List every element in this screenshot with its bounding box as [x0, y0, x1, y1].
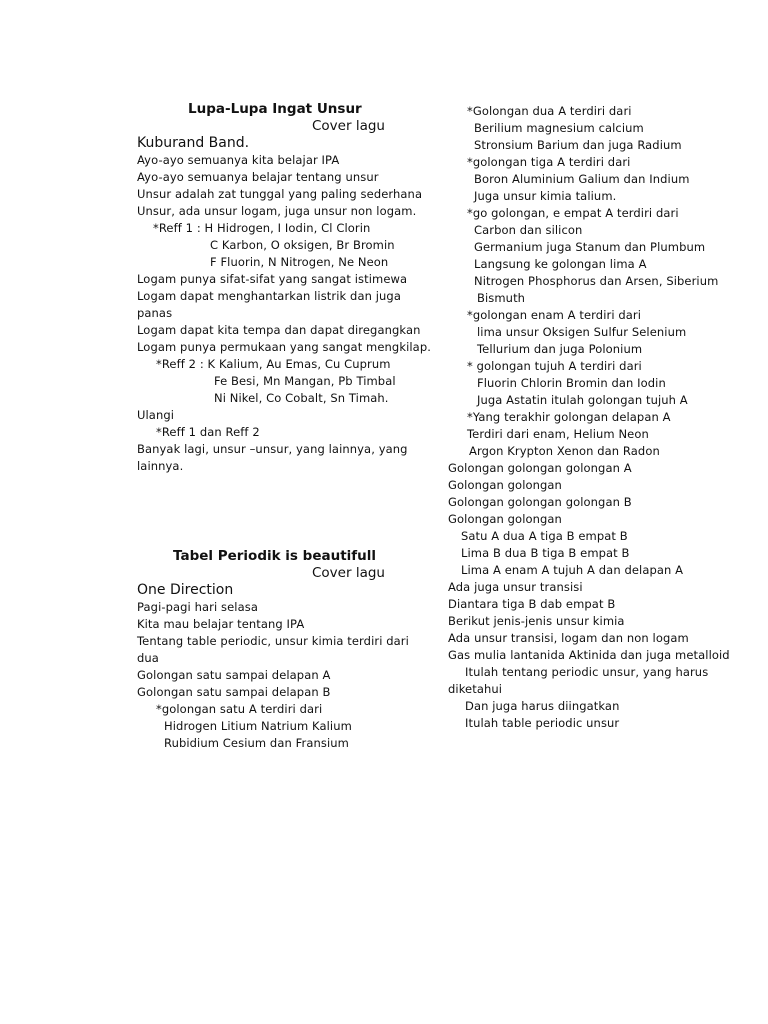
lyric-line: Logam punya sifat-sifat yang sangat istimewa [137, 272, 408, 286]
song1-title: Lupa-Lupa Ingat Unsur [188, 101, 362, 117]
lyric-line: Terdiri dari enam, Helium Neon [467, 427, 649, 441]
lyric-line: Golongan golongan golongan B [448, 495, 632, 509]
lyric-line: Golongan golongan [448, 512, 562, 526]
song2-title: Tabel Periodik is beautifull [173, 548, 377, 564]
lyric-line: Lima B dua B tiga B empat B [461, 546, 630, 560]
lyric-line: Golongan golongan golongan A [448, 461, 632, 475]
lyric-line: Dan juga harus diingatkan [465, 699, 620, 713]
lyric-line: Berilium magnesium calcium [474, 121, 644, 135]
lyric-line: Berikut jenis-jenis unsur kimia [448, 614, 625, 628]
lyric-line: Golongan golongan [448, 478, 562, 492]
lyric-line: *golongan enam A terdiri dari [467, 308, 642, 322]
song1-band: Kuburand Band. [137, 135, 250, 151]
song2-block [137, 547, 427, 752]
lyric-line: Satu A dua A tiga B empat B [461, 529, 628, 543]
lyric-line: Juga unsur kimia talium. [474, 189, 617, 203]
lyric-line: Golongan satu sampai delapan B [137, 685, 331, 699]
lyric-line: Lima A enam A tujuh A dan delapan A [461, 563, 684, 577]
lyric-line: panas [137, 306, 173, 320]
lyric-line: *Reff 2 : K Kalium, Au Emas, Cu Cuprum [156, 357, 391, 371]
song2-cover-label: Cover lagu [312, 565, 385, 581]
right-column [448, 103, 738, 732]
lyric-line: *Reff 1 dan Reff 2 [156, 425, 260, 439]
lyric-line: Hidrogen Litium Natrium Kalium [164, 719, 352, 733]
lyric-line: diketahui [448, 682, 503, 696]
lyric-line: Ada unsur transisi, logam dan non logam [448, 631, 689, 645]
lyric-line: Ayo-ayo semuanya kita belajar IPA [137, 153, 340, 167]
lyric-line: Gas mulia lantanida Aktinida dan juga metalloid [448, 648, 730, 662]
lyric-line: Logam dapat menghantarkan listrik dan juga [137, 289, 401, 303]
lyric-line: *golongan tiga A terdiri dari [467, 155, 631, 169]
lyric-line: *Golongan dua A terdiri dari [467, 104, 632, 118]
lyric-line: Golongan satu sampai delapan A [137, 668, 331, 682]
lyric-line: Stronsium Barium dan juga Radium [474, 138, 682, 152]
lyric-line: Pagi-pagi hari selasa [137, 600, 258, 614]
lyric-line: Logam punya permukaan yang sangat mengkilap. [137, 340, 431, 354]
lyric-line: Itulah tentang periodic unsur, yang harus [465, 665, 709, 679]
lyric-line: *Yang terakhir golongan delapan A [467, 410, 671, 424]
lyric-line: *golongan satu A terdiri dari [156, 702, 323, 716]
lyric-line: Unsur adalah zat tunggal yang paling sederhana [137, 187, 423, 201]
lyric-line: Ada juga unsur transisi [448, 580, 583, 594]
lyric-line: Tentang table periodic, unsur kimia terdiri dari [137, 634, 409, 648]
lyric-line: Unsur, ada unsur logam, juga unsur non logam. [137, 204, 417, 218]
lyric-line: lima unsur Oksigen Sulfur Selenium [477, 325, 687, 339]
lyric-line: F Fluorin, N Nitrogen, Ne Neon [210, 255, 389, 269]
lyric-line: Fluorin Chlorin Bromin dan Iodin [477, 376, 666, 390]
lyric-line: * golongan tujuh A terdiri dari [467, 359, 642, 373]
lyric-line: lainnya. [137, 459, 184, 473]
lyric-line: Itulah table periodic unsur [465, 716, 620, 730]
lyric-line: Carbon dan silicon [474, 223, 583, 237]
lyric-line: *go golongan, e empat A terdiri dari [467, 206, 679, 220]
lyric-line: Kita mau belajar tentang IPA [137, 617, 305, 631]
lyric-line: Juga Astatin itulah golongan tujuh A [477, 393, 688, 407]
lyric-line: Langsung ke golongan lima A [474, 257, 647, 271]
lyric-line: Nitrogen Phosphorus dan Arsen, Siberium [474, 274, 719, 288]
lyric-line: Germanium juga Stanum dan Plumbum [474, 240, 706, 254]
lyric-line: C Karbon, O oksigen, Br Bromin [210, 238, 395, 252]
lyric-line: Ayo-ayo semuanya belajar tentang unsur [137, 170, 379, 184]
song2-band: One Direction [137, 582, 234, 598]
lyric-line: Argon Krypton Xenon dan Radon [469, 444, 660, 458]
lyric-line: *Reff 1 : H Hidrogen, I Iodin, Cl Clorin [153, 221, 371, 235]
left-column [137, 100, 431, 752]
lyric-line: Fe Besi, Mn Mangan, Pb Timbal [214, 374, 396, 388]
song1-block [137, 100, 431, 475]
lyric-line: Ulangi [137, 408, 175, 422]
lyric-line: Boron Aluminium Galium dan Indium [474, 172, 690, 186]
lyric-line: Tellurium dan juga Polonium [477, 342, 643, 356]
lyric-line: Diantara tiga B dab empat B [448, 597, 616, 611]
song1-cover-label: Cover lagu [312, 118, 385, 134]
lyric-line: Logam dapat kita tempa dan dapat diregangkan [137, 323, 421, 337]
lyric-line: Bismuth [477, 291, 526, 305]
lyric-line: Ni Nikel, Co Cobalt, Sn Timah. [214, 391, 389, 405]
lyric-line: Banyak lagi, unsur –unsur, yang lainnya, yang [137, 442, 408, 456]
lyric-line: Rubidium Cesium dan Fransium [164, 736, 349, 750]
lyric-line: dua [137, 651, 159, 665]
